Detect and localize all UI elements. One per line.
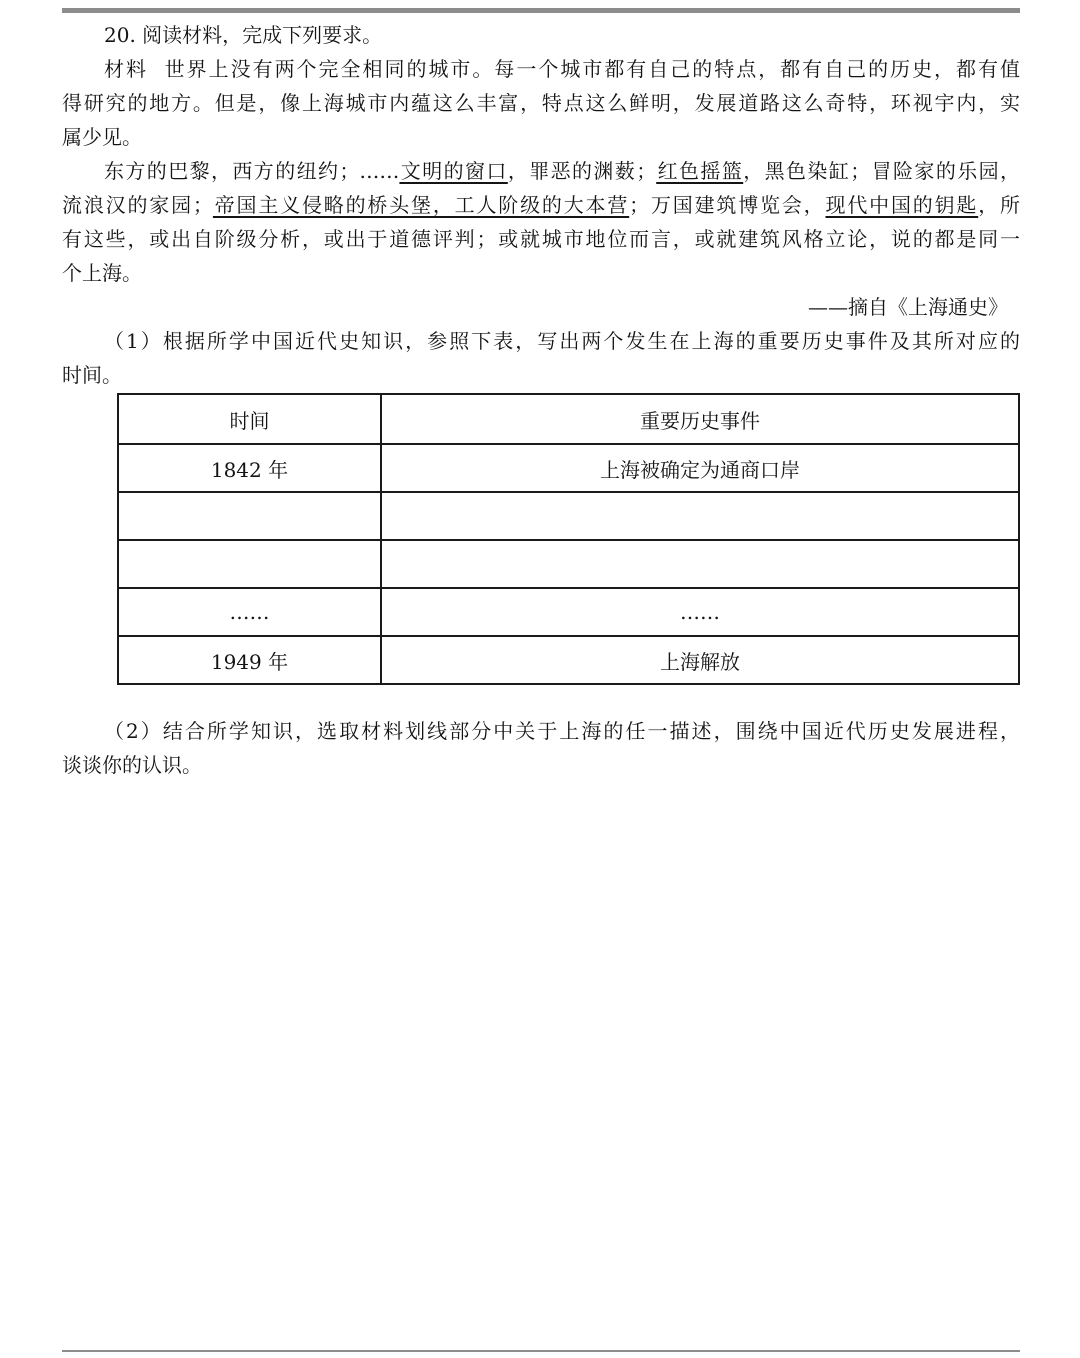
material-paragraph-2-line-2: 流浪汉的家园；帝国主义侵略的桥头堡，工人阶级的大本营；万国建筑博览会，现代中国的钥匙，所 xyxy=(62,193,1021,217)
top-rule xyxy=(62,8,1020,13)
underlined-phrase: 帝国主义侵略的桥头堡，工人阶级的大本营 xyxy=(212,193,630,217)
question-2-line-1: （2）结合所学知识，选取材料划线部分中关于上海的任一描述，围绕中国近代历史发展进程， xyxy=(104,719,1020,743)
table-cell-time xyxy=(118,540,381,588)
underlined-phrase: 现代中国的钥匙 xyxy=(825,193,979,217)
table-cell-event: …… xyxy=(381,588,1019,636)
table-cell-event xyxy=(381,540,1019,588)
question-2-line-2: 谈谈你的认识。 xyxy=(62,753,202,777)
underlined-phrase: 文明的窗口 xyxy=(399,159,508,183)
material-label: 材料 xyxy=(104,57,148,81)
material-source: ——摘自《上海通史》 xyxy=(808,295,1008,319)
bottom-rule xyxy=(62,1350,1020,1352)
table-header-time: 时间 xyxy=(118,394,381,444)
table-cell-event: 上海解放 xyxy=(381,636,1019,684)
table-cell-event: 上海被确定为通商口岸 xyxy=(381,444,1019,492)
table-row xyxy=(118,588,1019,636)
question-heading: 20. 阅读材料，完成下列要求。 xyxy=(104,23,383,47)
table-cell-time: …… xyxy=(118,588,381,636)
material-paragraph-2-line-1: 东方的巴黎，西方的纽约；……文明的窗口，罪恶的渊薮；红色摇篮，黑色染缸；冒险家的乐园， xyxy=(104,159,1021,183)
table-cell-time: 1949 年 xyxy=(118,636,381,684)
table-cell-event xyxy=(381,492,1019,540)
events-table xyxy=(117,393,1020,685)
table-cell-time xyxy=(118,492,381,540)
table-row xyxy=(118,540,1019,588)
material-paragraph-2-line-4: 个上海。 xyxy=(62,261,142,285)
table-header-row xyxy=(118,394,1019,444)
table-header-event: 重要历史事件 xyxy=(381,394,1019,444)
material-paragraph-2-line-3: 有这些，或出自阶级分析，或出于道德评判；或就城市地位而言，或就建筑风格立论，说的都是同一 xyxy=(62,227,1020,251)
question-1-line-1: （1）根据所学中国近代史知识，参照下表，写出两个发生在上海的重要历史事件及其所对应的 xyxy=(104,329,1020,353)
table-row xyxy=(118,444,1019,492)
underlined-phrase: 红色摇篮 xyxy=(656,159,744,183)
table-row xyxy=(118,492,1019,540)
question-1-line-2: 时间。 xyxy=(62,363,122,387)
material-paragraph-1-line-2: 得研究的地方。但是，像上海城市内蕴这么丰富，特点这么鲜明，发展道路这么奇特，环视宇内，实 xyxy=(62,91,1020,115)
material-paragraph-1-line-1: 材料 世界上没有两个完全相同的城市。每一个城市都有自己的特点，都有自己的历史，都有值 xyxy=(104,57,1021,81)
table-row xyxy=(118,636,1019,684)
material-paragraph-1-line-3: 属少见。 xyxy=(62,125,142,149)
table-cell-time: 1842 年 xyxy=(118,444,381,492)
